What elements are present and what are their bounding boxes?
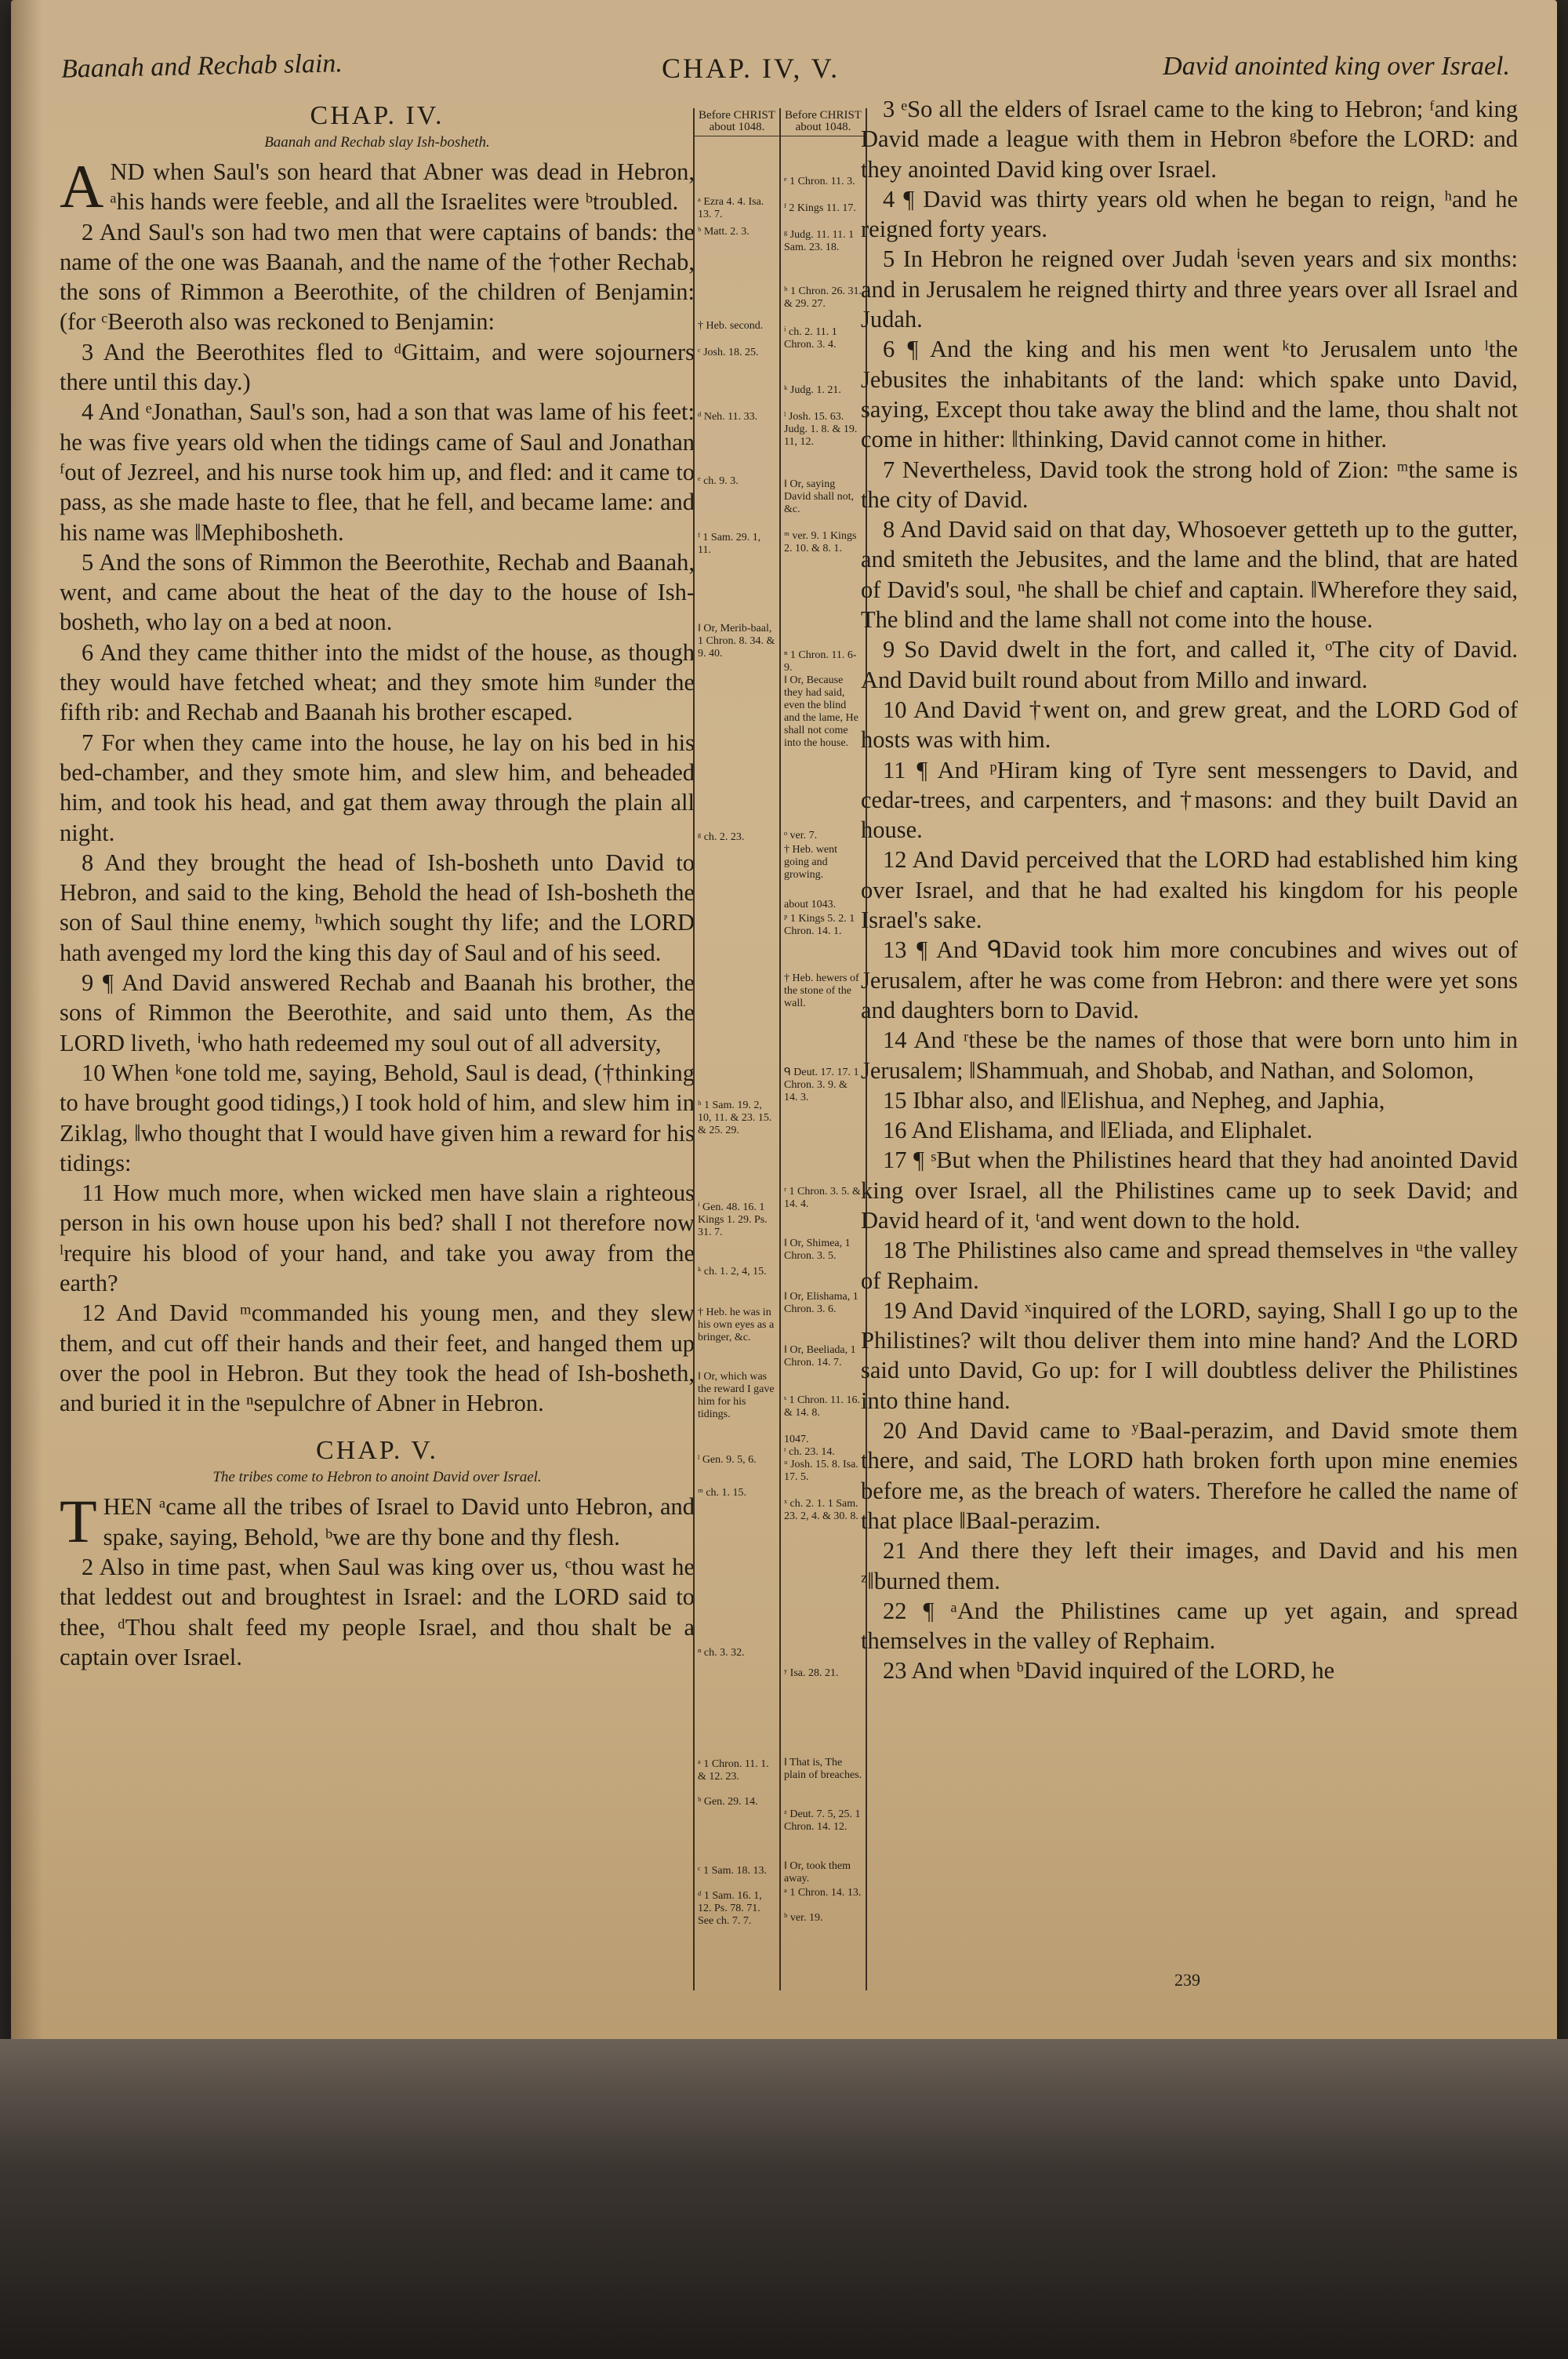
margin-note: ᵏ Judg. 1. 21. xyxy=(784,384,841,396)
running-head-right: David anointed king over Israel. xyxy=(1163,52,1510,81)
margin-note: ʸ Isa. 28. 21. xyxy=(784,1667,839,1679)
margin-note: ʰ 1 Sam. 19. 2, 10, 11. & 23. 15. & 25. 29. xyxy=(698,1100,772,1136)
verse-4-6: 6 And they came thither into the midst of the house, as though they would have fetched wheat; and they smote him ᵍunder the fifth rib: and Rechab and Baanah his brother escaped. xyxy=(60,638,695,726)
verse-5-20: 20 And David came to ʸBaal-perazim, and David smote them there, and said, The LORD hath broken forth upon mine enemies before me, as the breach of waters. Therefore he called the name of that place ‖Baal-perazim. xyxy=(861,1417,1518,1534)
margin-note: ‖ Or, Because they had said, even the blind and the lame, He shall not come into the house. xyxy=(784,674,858,749)
margin-note: ᵃ Ezra 4. 4. Isa. 13. 7. xyxy=(698,196,764,220)
margin-note: ⁿ 1 Chron. 11. 6-9. xyxy=(784,649,857,674)
verse-5-12: 12 And David perceived that the LORD had established him king over Israel, and that he had exalted his kingdom for his people Israel's sake. xyxy=(861,846,1518,934)
dropcap: T xyxy=(60,1487,97,1556)
margin-note: ᶜ Josh. 18. 25. xyxy=(698,347,759,358)
margin-note: ⁱ ch. 2. 11. 1 Chron. 3. 4. xyxy=(784,326,837,351)
margin-note: ᵉ ch. 9. 3. xyxy=(698,475,739,487)
margin-note: ᵇ Gen. 29. 14. xyxy=(698,1796,758,1808)
verse-4-5: 5 And the sons of Rimmon the Beerothite, Rechab and Baanah, went, and came about the heat of the day to the house of Ish-bosheth, who lay on a bed at noon. xyxy=(60,548,695,636)
verse-5-1: THEN ᵃcame all the tribes of Israel to David unto Hebron, and spake, saying, Behold, ᵇwe are thy bone and thy flesh. xyxy=(60,1487,695,1556)
verse-4-4: 4 And ᵉJonathan, Saul's son, had a son that was lame of his feet: he was five years old when the tidings came of Saul and Jonathan ᶠout of Jezreel, and his nurse took him up, and fled: and it came to pass, as she made haste to flee, that he fell, and became lame: and his name was ‖Mephibosheth. xyxy=(60,398,695,546)
verse-4-12: 12 And David ᵐcommanded his young men, and they slew them, and cut off their hands and their feet, and hanged them up over the pool in Hebron. But they took the head of Ish-bosheth, and buried it in the ⁿsepulchre of Abner in Hebron. xyxy=(60,1299,695,1417)
margin-note: ᵐ ch. 1. 15. xyxy=(698,1487,747,1499)
margin-note: ᵐ ver. 9. 1 Kings 2. 10. & 8. 1. xyxy=(784,530,857,554)
margin-note: ᵇ Matt. 2. 3. xyxy=(698,226,750,238)
verse-5-10: 10 And David †went on, and grew great, and the LORD God of hosts was with him. xyxy=(861,696,1518,754)
margin-note: ᵘ Josh. 15. 8. Isa. 17. 5. xyxy=(784,1459,858,1483)
verse-5-13: 13 ¶ And ᑫDavid took him more concubines and wives out of Jerusalem, after he was come from Hebron: and there were yet sons and daughters born to David. xyxy=(861,936,1518,1023)
margin-note: ᵇ ver. 19. xyxy=(784,1912,823,1924)
verse-5-17: 17 ¶ ˢBut when the Philistines heard that they had anointed David king over Israel, all the Philistines came up to seek David; and David heard of it, ᵗand went down to the hold. xyxy=(861,1147,1518,1234)
running-head-center: CHAP. IV, V. xyxy=(662,53,840,84)
verse-4-9: 9 ¶ And David answered Rechab and Baanah his brother, the sons of Rimmon the Beerothite, and said unto them, As the LORD liveth, ⁱwho hath redeemed my soul out of all adversity, xyxy=(60,969,695,1056)
margin-note: ˣ ch. 2. 1. 1 Sam. 23. 2, 4. & 30. 8. xyxy=(784,1498,858,1522)
margin-note: ˢ 1 Chron. 11. 16. & 14. 8. xyxy=(784,1394,860,1419)
margin-references-1 xyxy=(693,108,781,1990)
margin-note: ⁿ ch. 3. 32. xyxy=(698,1647,745,1659)
verse-5-19: 19 And David ˣinquired of the LORD, saying, Shall I go up to the Philistines? wilt thou deliver them into mine hand? And the LORD said unto David, Go up: for I will doubtless deliver the Philistines into thine hand. xyxy=(861,1296,1518,1414)
margin-note: 1047. xyxy=(784,1434,809,1445)
margin-note: ʳ 1 Chron. 3. 5. & 14. 4. xyxy=(784,1186,861,1210)
chapter-4-summary: Baanah and Rechab slay Ish-bosheth. xyxy=(264,134,490,151)
verse-5-21: 21 And there they left their images, and David and his men ᶻ‖burned them. xyxy=(861,1537,1518,1594)
margin-note: † Heb. he was in his own eyes as a bringer, &c. xyxy=(698,1307,775,1343)
verse-5-18: 18 The Philistines also came and spread themselves in ᵘthe valley of Rephaim. xyxy=(861,1237,1518,1294)
verse-5-23: 23 And when ᵇDavid inquired of the LORD, he xyxy=(883,1657,1335,1685)
margin-note: ᵖ 1 Kings 5. 2. 1 Chron. 14. 1. xyxy=(784,913,855,937)
margin-note: ᶻ Deut. 7. 5, 25. 1 Chron. 14. 12. xyxy=(784,1808,861,1833)
verse-4-1: AND when Saul's son heard that Abner was dead in Hebron, ᵃhis hands were feeble, and all the Israelites were ᵇtroubled. xyxy=(60,152,695,220)
verse-4-10: 10 When ᵏone told me, saying, Behold, Saul is dead, (†thinking to have brought good tidings,) I took hold of him, and slew him in Ziklag, ‖who thought that I would have given him a reward for his tidings: xyxy=(60,1059,695,1176)
margin-note: ᵃ 1 Chron. 14. 13. xyxy=(784,1887,862,1899)
text-column-right xyxy=(861,94,1518,1686)
margin-note: ᶜ 1 Sam. 18. 13. xyxy=(698,1865,767,1877)
background-surface xyxy=(0,2039,1568,2359)
chapter-5-summary: The tribes come to Hebron to anoint David over Israel. xyxy=(212,1469,542,1486)
margin-note: ⁱ Gen. 48. 16. 1 Kings 1. 29. Ps. 31. 7. xyxy=(698,1201,768,1238)
verse-4-2: 2 And Saul's son had two men that were captains of bands: the name of the one was Baanah, and the name of the †other Rechab, the sons of Rimmon a Beerothite, of the children of Benjamin: (for ᶜBeeroth also was reckoned to Benjamin: xyxy=(60,218,695,336)
margin-note: † Heb. went going and growing. xyxy=(784,844,838,881)
margin-note: ‖ Or, Merib-baal, 1 Chron. 8. 34. & 9. 40. xyxy=(698,623,775,660)
verse-5-9: 9 So David dwelt in the fort, and called it, ᵒThe city of David. And David built round about from Millo and inward. xyxy=(861,636,1518,693)
verse-5-4: 4 ¶ David was thirty years old when he began to reign, ʰand he reigned forty years. xyxy=(861,185,1518,243)
margin-note: ˡ Josh. 15. 63. Judg. 1. 8. & 19. 11, 12. xyxy=(784,411,858,448)
verse-5-14: 14 And ʳthese be the names of those that were born unto him in Jerusalem; ‖Shammuah, and Shobab, and Nathan, and Solomon, xyxy=(861,1027,1518,1084)
text-column-left xyxy=(60,94,695,1672)
verse-5-8: 8 And David said on that day, Whosoever getteth up to the gutter, and smiteth the Jebusites, and the lame and the blind, that are hated of David's soul, ⁿhe shall be chief and captain. ‖Wherefore they said, The blind and the lame shall not come into the house. xyxy=(861,516,1518,634)
margin-note: ᵒ ver. 7. xyxy=(784,830,818,841)
margin-note: ‖ Or, took them away. xyxy=(784,1860,851,1885)
margin-header: Before CHRIST about 1048. xyxy=(695,108,779,136)
margin-note: ᶠ 2 Kings 11. 17. xyxy=(784,202,856,214)
verse-4-11: 11 How much more, when wicked men have slain a righteous person in his own house upon his bed? shall I not therefore now ˡrequire his blood of your hand, and take you away from the earth? xyxy=(60,1180,695,1296)
margin-note: ᵃ 1 Chron. 11. 1. & 12. 23. xyxy=(698,1758,769,1783)
margin-header: Before CHRIST about 1048. xyxy=(781,108,866,136)
margin-note: ‖ Or, Elishama, 1 Chron. 3. 6. xyxy=(784,1291,858,1315)
margin-note: ᵍ ch. 2. 23. xyxy=(698,831,745,843)
verse-5-11: 11 ¶ And ᵖHiram king of Tyre sent messengers to David, and cedar-trees, and carpenters, and †masons: and they built David an house. xyxy=(861,756,1518,844)
verse-5-15: 15 Ibhar also, and ‖Elishua, and Nepheg, and Japhia, xyxy=(883,1086,1385,1114)
margin-note: ‖ That is, The plain of breaches. xyxy=(784,1757,862,1781)
verse-5-2: 2 Also in time past, when Saul was king over us, ᶜthou wast he that leddest out and broughtest in Israel: and the LORD said to thee, ᵈThou shalt feed my people Israel, and thou shalt be a captain over Israel. xyxy=(60,1554,695,1670)
margin-note: ˡ Gen. 9. 5, 6. xyxy=(698,1454,757,1466)
dropcap: A xyxy=(60,152,104,220)
running-head-left: Baanah and Rechab slain. xyxy=(60,49,343,84)
margin-note: ᵍ Judg. 11. 11. 1 Sam. 23. 18. xyxy=(784,229,855,253)
verse-4-7: 7 For when they came into the house, he lay on his bed in his bed-chamber, and they smote him, and slew him, and beheaded him, and took his head, and gat them away through the plain all night. xyxy=(60,729,695,846)
verse-4-8: 8 And they brought the head of Ish-bosheth unto David to Hebron, and said to the king, Behold the head of Ish-bosheth the son of Saul thine enemy, ʰwhich sought thy life; and the LORD hath avenged my lord the king this day of Saul and of his seed. xyxy=(60,849,695,966)
margin-note: ᵈ 1 Sam. 16. 1, 12. Ps. 78. 71. See ch. 7. 7. xyxy=(698,1890,762,1927)
margin-note: ‖ Or, saying David shall not, &c. xyxy=(784,478,855,515)
verse-5-5: 5 In Hebron he reigned over Judah ⁱseven years and six months: and in Jerusalem he reigned thirty and three years over all Israel and Judah. xyxy=(861,245,1518,333)
margin-note: ᵈ Neh. 11. 33. xyxy=(698,411,758,423)
margin-note: ᑫ Deut. 17. 17. 1 Chron. 3. 9. & 14. 3. xyxy=(784,1067,859,1103)
verse-5-22: 22 ¶ ᵃAnd the Philistines came up yet again, and spread themselves in the valley of Rephaim. xyxy=(861,1597,1518,1655)
page-number: 239 xyxy=(1174,1970,1200,1990)
verse-5-7: 7 Nevertheless, David took the strong hold of Zion: ᵐthe same is the city of David. xyxy=(861,456,1518,513)
margin-note: ‖ Or, Shimea, 1 Chron. 3. 5. xyxy=(784,1238,851,1262)
margin-note: † Heb. second. xyxy=(698,320,764,332)
verse-5-16: 16 And Elishama, and ‖Eliada, and Eliphalet. xyxy=(883,1117,1313,1144)
verse-4-3: 3 And the Beerothites fled to ᵈGittaim, and were sojourners there until this day.) xyxy=(60,338,695,396)
margin-note: ᵗ ch. 23. 14. xyxy=(784,1446,835,1458)
margin-note: ᶠ 1 Sam. 29. 1, 11. xyxy=(698,532,761,556)
margin-note: about 1043. xyxy=(784,899,837,911)
margin-note: ‖ Or, Beeliada, 1 Chron. 14. 7. xyxy=(784,1344,856,1369)
margin-note: ʰ 1 Chron. 26. 31. & 29. 27. xyxy=(784,285,862,310)
margin-references-2 xyxy=(779,108,867,1990)
verse-5-6: 6 ¶ And the king and his men went ᵏto Jerusalem unto ˡthe Jebusites the inhabitants of the land: which spake unto David, saying, Except thou take away the blind and the lame, thou shalt not come in hither: ‖thinking, David cannot come in hither. xyxy=(861,336,1518,453)
margin-note: ‖ Or, which was the reward I gave him for his tidings. xyxy=(698,1371,775,1420)
margin-note: ᵉ 1 Chron. 11. 3. xyxy=(784,176,855,187)
verse-5-3: 3 ᵉSo all the elders of Israel came to the king to Hebron; ᶠand king David made a league with them in Hebron ᵍbefore the LORD: and they anointed David king over Israel. xyxy=(861,96,1518,183)
margin-note: † Heb. hewers of the stone of the wall. xyxy=(784,972,859,1009)
bible-page xyxy=(11,0,1557,2055)
chapter-5-title: CHAP. V. xyxy=(316,1436,438,1466)
chapter-4-title: CHAP. IV. xyxy=(310,101,445,130)
margin-note: ᵏ ch. 1. 2, 4, 15. xyxy=(698,1266,767,1278)
